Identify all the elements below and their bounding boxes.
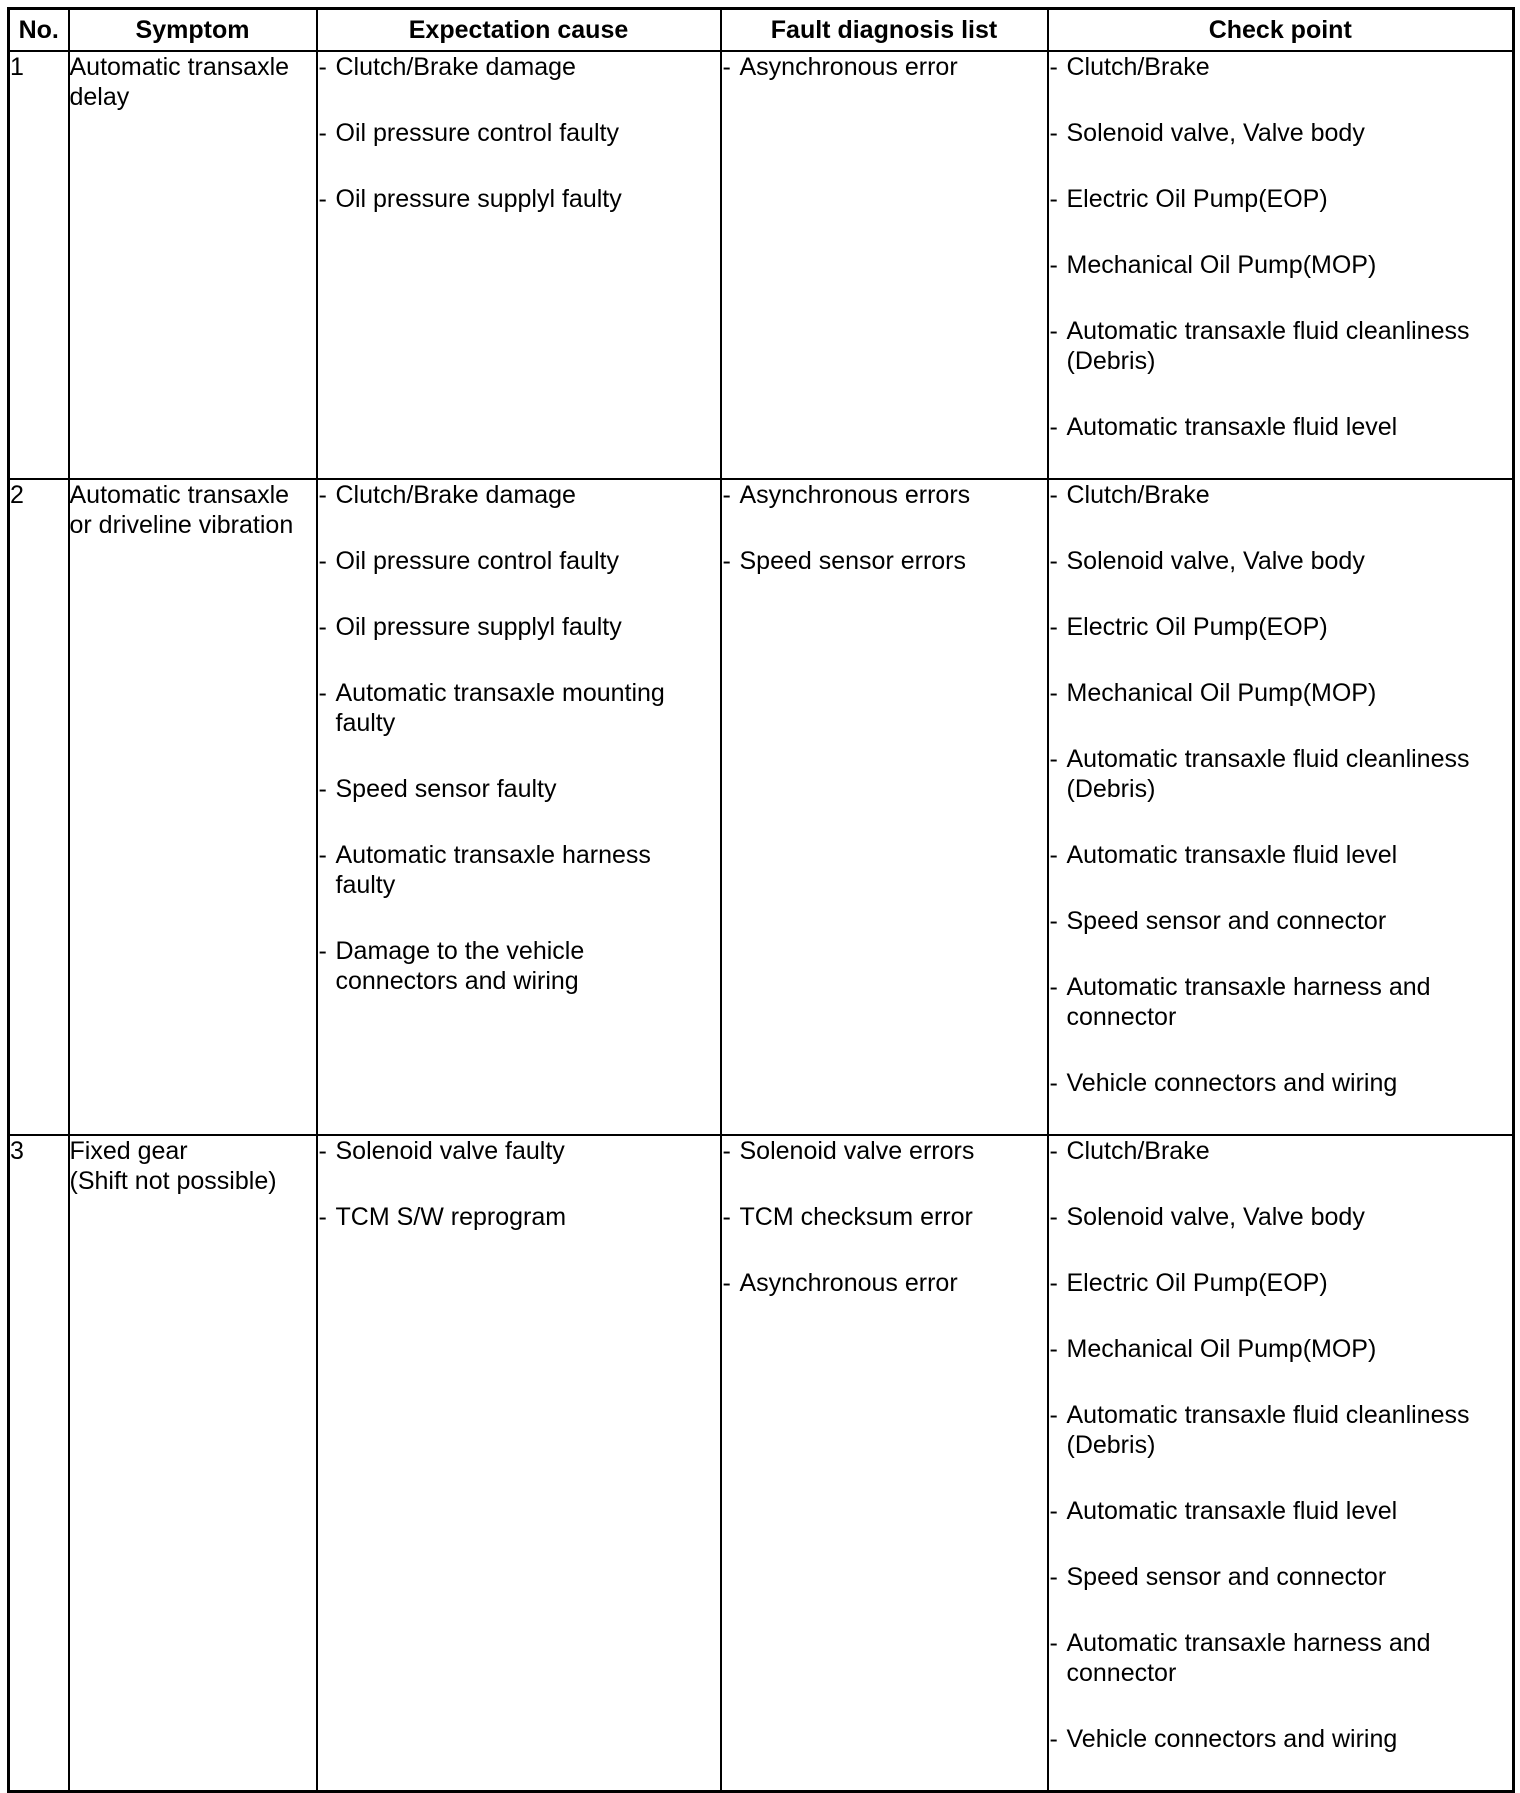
list-item-text: - Oil pressure control faulty	[335, 119, 619, 147]
list-item-text: - Solenoid valve, Valve body	[1066, 547, 1365, 575]
list-item	[318, 52, 720, 82]
list-item	[1049, 1628, 1513, 1688]
list-item-text: - Speed sensor faulty	[335, 775, 557, 803]
list-item	[1049, 1334, 1513, 1364]
list-item-text: - Asynchronous error	[739, 1269, 958, 1297]
list-item	[1049, 250, 1513, 280]
dash-list	[318, 1136, 720, 1232]
list-item	[1049, 1562, 1513, 1592]
list-item-text: - TCM S/W reprogram	[335, 1203, 567, 1231]
fault-diagnosis-cell	[721, 51, 1048, 479]
symptom-cell	[69, 1135, 317, 1792]
list-item-text: - Vehicle connectors and wiring	[1066, 1725, 1398, 1753]
list-item-text: - Automatic transaxle fluid cleanliness	[1066, 317, 1470, 345]
symptom-cell	[69, 479, 317, 1135]
list-item-text: - Solenoid valve, Valve body	[1066, 1203, 1365, 1231]
list-item-text: - Oil pressure supplyl faulty	[335, 613, 622, 641]
list-item	[722, 546, 1047, 576]
list-item	[1049, 1268, 1513, 1298]
list-item-text: connectors and wiring	[335, 967, 579, 995]
list-item-text: faulty	[335, 709, 396, 737]
check-point-cell	[1048, 51, 1514, 479]
dash-list	[1049, 480, 1513, 1098]
list-item-text: (Debris)	[1066, 1431, 1156, 1459]
dash-list	[722, 1136, 1047, 1298]
list-item	[1049, 316, 1513, 376]
symptom-line: Automatic transaxle	[69, 481, 290, 509]
list-item-text: - Oil pressure control faulty	[335, 547, 619, 575]
list-item	[1049, 1136, 1513, 1166]
row-number: 1	[9, 51, 69, 479]
list-item-text: connector	[1066, 1003, 1177, 1031]
list-item-text: - Automatic transaxle fluid cleanliness	[1066, 745, 1470, 773]
header-check-point: Check point	[1048, 9, 1514, 52]
table-row	[9, 479, 1514, 1135]
list-item	[318, 184, 720, 214]
table-row	[9, 51, 1514, 479]
list-item-text: - Damage to the vehicle	[335, 937, 585, 965]
list-item	[1049, 546, 1513, 576]
symptom-cell	[69, 51, 317, 479]
list-item	[722, 52, 1047, 82]
list-item-text: - Automatic transaxle harness and	[1066, 973, 1431, 1001]
dash-list	[1049, 52, 1513, 442]
check-point-cell	[1048, 479, 1514, 1135]
list-item-text: - Automatic transaxle harness	[335, 841, 651, 869]
list-item	[318, 1202, 720, 1232]
list-item	[318, 936, 720, 996]
table-body	[9, 51, 1514, 1792]
list-item-text: - Electric Oil Pump(EOP)	[1066, 185, 1328, 213]
header-fault-diagnosis-list: Fault diagnosis list	[721, 9, 1048, 52]
list-item	[1049, 840, 1513, 870]
list-item	[1049, 1400, 1513, 1460]
list-item	[722, 1268, 1047, 1298]
list-item-text: - Automatic transaxle harness and	[1066, 1629, 1431, 1657]
list-item	[1049, 52, 1513, 82]
list-item	[1049, 906, 1513, 936]
list-item-text: - Electric Oil Pump(EOP)	[1066, 1269, 1328, 1297]
list-item-text: - Electric Oil Pump(EOP)	[1066, 613, 1328, 641]
dash-list	[722, 480, 1047, 576]
list-item	[1049, 184, 1513, 214]
list-item	[318, 612, 720, 642]
list-item	[318, 480, 720, 510]
list-item-text: - Automatic transaxle mounting	[335, 679, 665, 707]
list-item	[1049, 744, 1513, 804]
dash-list	[1049, 1136, 1513, 1754]
list-item-text: - Asynchronous error	[739, 53, 958, 81]
list-item	[318, 774, 720, 804]
list-item	[1049, 972, 1513, 1032]
list-item	[1049, 1496, 1513, 1526]
list-item-text: - Oil pressure supplyl faulty	[335, 185, 622, 213]
header-expectation-cause: Expectation cause	[317, 9, 721, 52]
list-item-text: - Mechanical Oil Pump(MOP)	[1066, 679, 1377, 707]
header-row	[9, 9, 1514, 52]
list-item	[1049, 118, 1513, 148]
diagnosis-table	[7, 7, 1515, 1793]
list-item-text: faulty	[335, 871, 396, 899]
list-item-text: (Debris)	[1066, 775, 1156, 803]
list-item	[722, 1202, 1047, 1232]
list-item-text: - Speed sensor and connector	[1066, 1563, 1387, 1591]
dash-list	[318, 480, 720, 996]
list-item-text: - Automatic transaxle fluid level	[1066, 413, 1398, 441]
row-number: 2	[9, 479, 69, 1135]
list-item-text: - Clutch/Brake damage	[335, 53, 576, 81]
list-item-text: - Vehicle connectors and wiring	[1066, 1069, 1398, 1097]
fault-diagnosis-cell	[721, 479, 1048, 1135]
list-item-text: connector	[1066, 1659, 1177, 1687]
list-item-text: - Clutch/Brake	[1066, 1137, 1210, 1165]
list-item-text: - Automatic transaxle fluid cleanliness	[1066, 1401, 1470, 1429]
diagnosis-sheet	[7, 7, 1512, 1753]
list-item-text: - Solenoid valve, Valve body	[1066, 119, 1365, 147]
list-item-text: - Speed sensor and connector	[1066, 907, 1387, 935]
list-item	[318, 546, 720, 576]
symptom-line: (Shift not possible)	[69, 1167, 277, 1195]
list-item-text: - Mechanical Oil Pump(MOP)	[1066, 251, 1377, 279]
list-item-text: - Solenoid valve errors	[739, 1137, 975, 1165]
fault-diagnosis-cell	[721, 1135, 1048, 1792]
row-number: 3	[9, 1135, 69, 1792]
list-item-text: - Clutch/Brake	[1066, 481, 1210, 509]
list-item	[1049, 1724, 1513, 1754]
list-item-text: (Debris)	[1066, 347, 1156, 375]
symptom-line: Automatic transaxle	[69, 53, 290, 81]
header-symptom: Symptom	[69, 9, 317, 52]
list-item	[1049, 612, 1513, 642]
list-item-text: - Automatic transaxle fluid level	[1066, 841, 1398, 869]
list-item	[1049, 412, 1513, 442]
expectation-cause-cell	[317, 51, 721, 479]
list-item-text: - Solenoid valve faulty	[335, 1137, 565, 1165]
list-item-text: - Clutch/Brake damage	[335, 481, 576, 509]
list-item-text: - TCM checksum error	[739, 1203, 973, 1231]
symptom-line: or driveline vibration	[69, 511, 294, 539]
list-item	[1049, 678, 1513, 708]
check-point-cell	[1048, 1135, 1514, 1792]
list-item-text: - Automatic transaxle fluid level	[1066, 1497, 1398, 1525]
list-item	[1049, 1202, 1513, 1232]
dash-list	[722, 52, 1047, 82]
table-row	[9, 1135, 1514, 1792]
list-item	[722, 480, 1047, 510]
list-item-text: - Clutch/Brake	[1066, 53, 1210, 81]
expectation-cause-cell	[317, 479, 721, 1135]
list-item	[1049, 1068, 1513, 1098]
dash-list	[318, 52, 720, 214]
list-item-text: - Speed sensor errors	[739, 547, 967, 575]
symptom-line: delay	[69, 83, 130, 111]
list-item	[1049, 480, 1513, 510]
header-no: No.	[9, 9, 69, 52]
list-item	[722, 1136, 1047, 1166]
list-item-text: - Asynchronous errors	[739, 481, 971, 509]
list-item	[318, 840, 720, 900]
list-item	[318, 678, 720, 738]
list-item	[318, 118, 720, 148]
symptom-line: Fixed gear	[69, 1137, 188, 1165]
list-item	[318, 1136, 720, 1166]
list-item-text: - Mechanical Oil Pump(MOP)	[1066, 1335, 1377, 1363]
expectation-cause-cell	[317, 1135, 721, 1792]
